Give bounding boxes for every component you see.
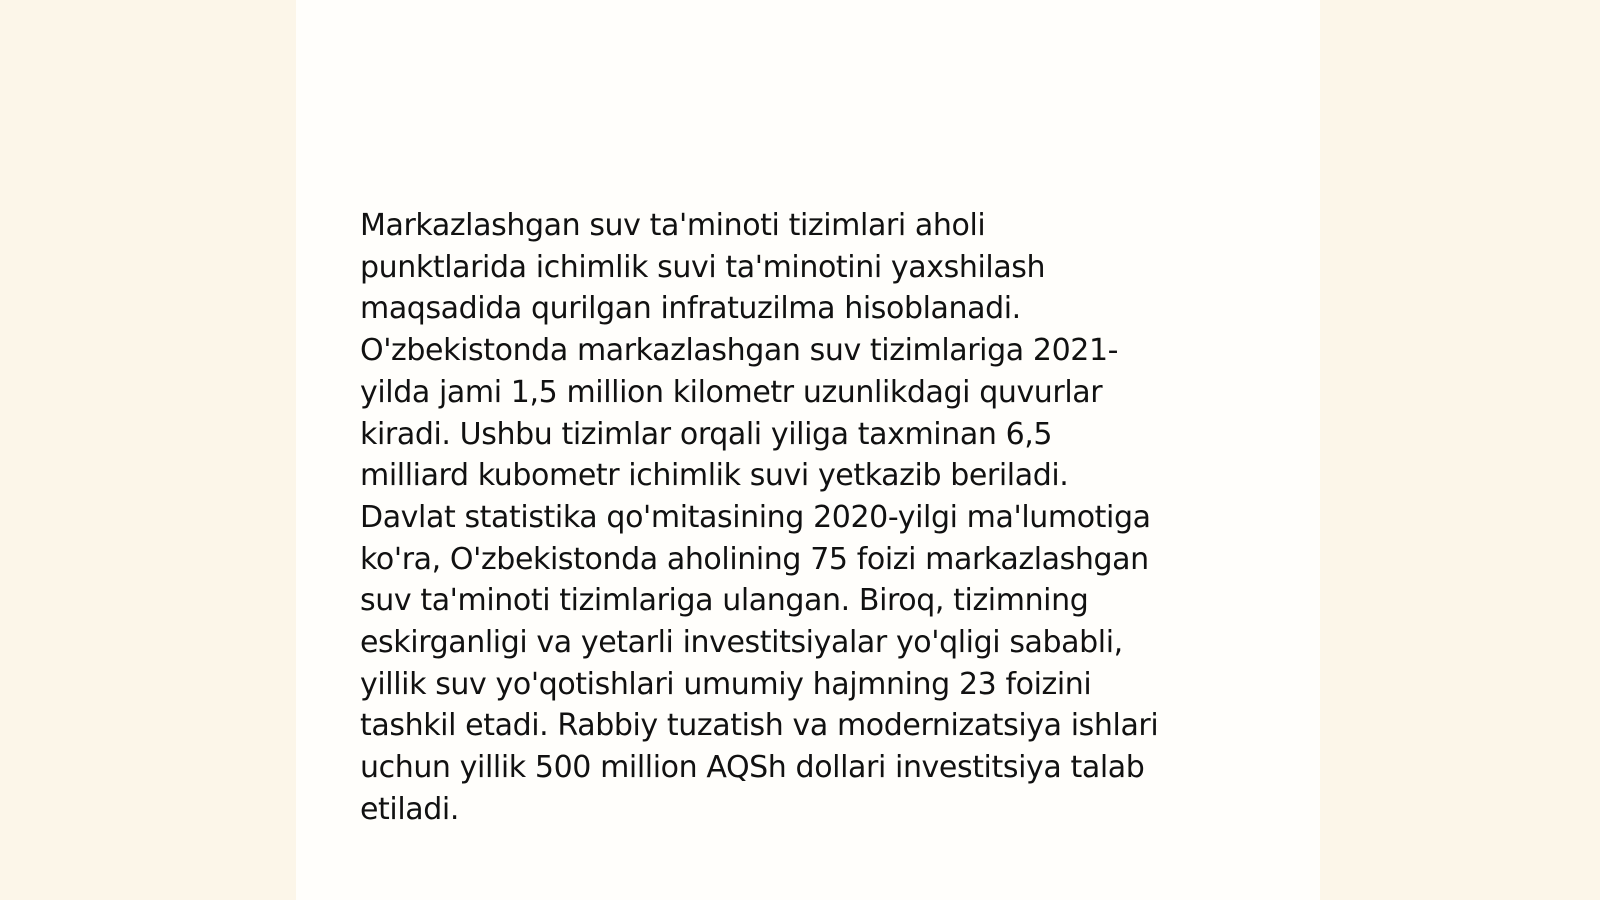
paragraph-line: ko'ra, O'zbekistonda aholining 75 foizi markazlashgan <box>360 541 1149 577</box>
paragraph-line: etiladi. <box>360 791 459 827</box>
paragraph-line: punktlarida ichimlik suvi ta'minotini yaxshilash <box>360 249 1046 285</box>
paragraph-line: maqsadida qurilgan infratuzilma hisoblanadi. <box>360 291 1021 327</box>
paragraph-line: Davlat statistika qo'mitasining 2020-yilgi ma'lumotiga <box>360 499 1151 535</box>
paragraph-line: kiradi. Ushbu tizimlar orqali yiliga taxminan 6,5 <box>360 416 1053 452</box>
document-sheet <box>296 0 1320 900</box>
body-paragraph <box>360 205 1250 831</box>
paragraph-line: suv ta'minoti tizimlariga ulangan. Biroq, tizimning <box>360 583 1089 619</box>
paragraph-line: yilda jami 1,5 million kilometr uzunlikdagi quvurlar <box>360 374 1103 410</box>
paragraph-line: Markazlashgan suv ta'minoti tizimlari aholi <box>360 208 986 243</box>
paragraph-line: yillik suv yo'qotishlari umumiy hajmning 23 foizini <box>360 666 1092 702</box>
paragraph-line: eskirganligi va yetarli investitsiyalar yo'qligi sababli, <box>360 625 1123 661</box>
paragraph-line: tashkil etadi. Rabbiy tuzatish va modernizatsiya ishlari <box>360 708 1159 744</box>
paragraph-line: uchun yillik 500 million AQSh dollari investitsiya talab <box>360 750 1145 786</box>
paragraph-line: O'zbekistonda markazlashgan suv tizimlariga 2021- <box>360 333 1119 369</box>
paragraph-line: milliard kubometr ichimlik suvi yetkazib beriladi. <box>360 458 1069 494</box>
